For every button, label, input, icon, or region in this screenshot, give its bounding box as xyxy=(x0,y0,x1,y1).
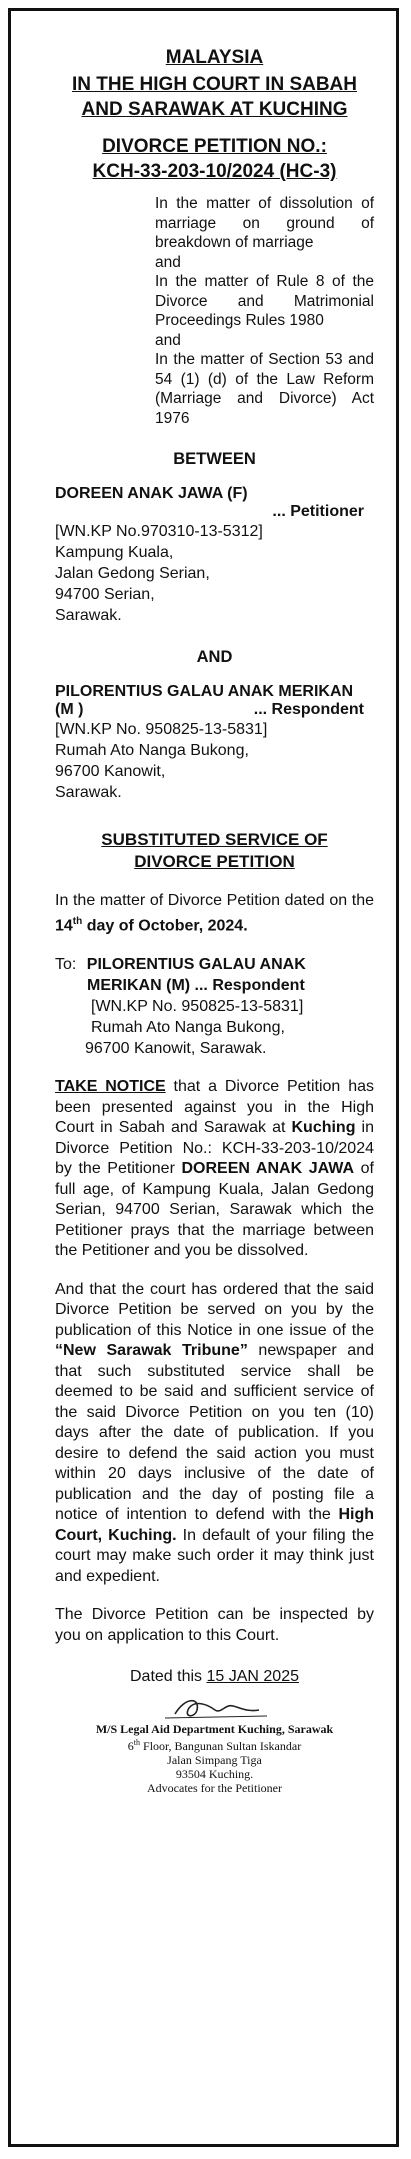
take-notice-lead: TAKE NOTICE xyxy=(55,1078,166,1096)
petitioner-address-4: Sarawak. xyxy=(55,607,122,624)
petitioner-ic: [WN.KP No.970310-13-5312] xyxy=(55,523,263,540)
matter-rule-8: In the matter of Rule 8 of the Divorce and Matrimonial Proceedings Rules 1980 xyxy=(155,273,374,329)
order-text-2: newspaper and that such substituted service shall be deemed to be said and sufficient service of the said Divorce Petition on you ten (10) days after the date of publication. If you desire to defend the said action you must within 20 days inclusive of the date of publication and the day of posting file a notice of intention to defend with the xyxy=(55,1342,374,1524)
to-address-2: 96700 Kanowit, Sarawak. xyxy=(85,1040,267,1058)
petitioner-block xyxy=(55,485,374,626)
petition-heading xyxy=(55,134,374,184)
service-title xyxy=(55,829,374,873)
matter-section-53: In the matter of Section 53 and 54 (1) (d) of the Law Reform (Marriage and Divorce) Act 1976 xyxy=(155,351,374,427)
intro-day: 14 xyxy=(55,916,73,934)
petition-label: DIVORCE PETITION NO.: xyxy=(102,136,327,157)
intro-text: In the matter of Divorce Petition dated on the xyxy=(55,892,374,909)
to-label: To: xyxy=(55,956,77,974)
signature-city: 93504 Kuching. xyxy=(175,1767,254,1782)
matter-dissolution: In the matter of dissolution of marriage on ground of breakdown of marriage xyxy=(155,195,374,251)
signature-firm: M/S Legal Aid Department Kuching, Sarawak xyxy=(95,1722,334,1737)
service-title-line-2: DIVORCE PETITION xyxy=(134,852,295,871)
respondent-ic: [WN.KP No. 950825-13-5831] xyxy=(55,721,268,738)
and-label: AND xyxy=(196,648,233,666)
signature-floor xyxy=(55,1736,374,1753)
to-name-line-2: MERIKAN (M) ... Respondent xyxy=(87,977,305,995)
between-label: BETWEEN xyxy=(173,450,256,468)
service-title-line-1: SUBSTITUTED SERVICE OF xyxy=(101,830,328,849)
signature-street: Jalan Simpang Tiga xyxy=(167,1753,262,1768)
matter-and-1: and xyxy=(155,253,181,271)
respondent-address-1: Rumah Ato Nanga Bukong, xyxy=(55,742,249,759)
respondent-role: ... Respondent xyxy=(253,701,364,718)
respondent-gender: (M ) xyxy=(55,701,84,718)
order-newspaper: “New Sarawak Tribune” xyxy=(55,1342,248,1360)
intro-day-suffix: th xyxy=(72,915,83,927)
matter-block xyxy=(155,194,374,428)
order-text-1: And that the court has ordered that the said Divorce Petition be served on you by the publication of this Notice in one issue of the xyxy=(55,1280,374,1339)
take-notice-text-1: that a Divorce Petition has been presented against you in the High Court in Sabah and Sarawak at xyxy=(55,1078,374,1137)
inspect-paragraph: The Divorce Petition can be inspected by you on application to this Court. xyxy=(55,1606,374,1644)
take-notice-kuching: Kuching xyxy=(291,1119,356,1137)
petitioner-role: ... Petitioner xyxy=(272,503,364,520)
legal-notice xyxy=(8,8,399,2147)
court-heading xyxy=(55,72,374,122)
petitioner-address-3: 94700 Serian, xyxy=(55,586,155,603)
order-text-3: In default of your filing the court may make such order it may think just and expedient. xyxy=(55,1526,375,1585)
petition-date-paragraph xyxy=(55,891,374,936)
to-name-line-1 xyxy=(55,954,374,975)
petitioner-address-2: Jalan Gedong Serian, xyxy=(55,565,210,582)
dated-label: Dated this xyxy=(130,1668,207,1686)
respondent-name: PILORENTIUS GALAU ANAK MERIKAN xyxy=(55,683,354,700)
to-ic: [WN.KP No. 950825-13-5831] xyxy=(91,998,304,1016)
court-line-1: IN THE HIGH COURT IN SABAH xyxy=(72,74,357,95)
take-notice-petitioner: DOREEN ANAK JAWA xyxy=(181,1160,355,1178)
take-notice-text-3: of full age, of Kampung Kuala, Jalan Gedong Serian, 94700 Serian, Sarawak which the Petitioner prays that the marriage between the Petitioner and you be dissolved. xyxy=(55,1160,375,1260)
dated-line xyxy=(55,1668,374,1686)
signature-role: Advocates for the Petitioner xyxy=(147,1781,282,1796)
order-paragraph xyxy=(55,1280,374,1588)
signature-floor-number: 6 xyxy=(127,1739,134,1754)
matter-and-2: and xyxy=(155,331,181,349)
take-notice-paragraph xyxy=(55,1077,374,1262)
take-notice-text-2: in Divorce Petition No.: KCH-33-203-10/2024 by the Petitioner xyxy=(55,1119,374,1178)
signature-mark xyxy=(155,1692,275,1722)
to-address-1: Rumah Ato Nanga Bukong, xyxy=(91,1019,285,1037)
petitioner-name: DOREEN ANAK JAWA (F) xyxy=(55,485,248,502)
respondent-role-line xyxy=(55,701,374,719)
intro-rest: day of October, 2024. xyxy=(82,916,248,934)
to-name-1: PILORENTIUS GALAU ANAK xyxy=(86,956,306,974)
country-heading: MALAYSIA xyxy=(165,47,264,68)
respondent-block xyxy=(55,683,374,803)
to-block xyxy=(55,954,374,1059)
respondent-address-2: 96700 Kanowit, xyxy=(55,763,166,780)
petition-number: KCH-33-203-10/2024 (HC-3) xyxy=(92,161,337,182)
dated-date: 15 JAN 2025 xyxy=(206,1668,299,1686)
court-line-2: AND SARAWAK AT KUCHING xyxy=(81,99,348,120)
order-court: High Court, Kuching. xyxy=(55,1506,374,1544)
petitioner-address-1: Kampung Kuala, xyxy=(55,544,174,561)
signature-floor-text: Floor, Bangunan Sultan Iskandar xyxy=(140,1739,302,1754)
respondent-address-3: Sarawak. xyxy=(55,784,122,801)
signature-floor-suffix: th xyxy=(133,1738,141,1748)
signature-block xyxy=(55,1692,374,1795)
